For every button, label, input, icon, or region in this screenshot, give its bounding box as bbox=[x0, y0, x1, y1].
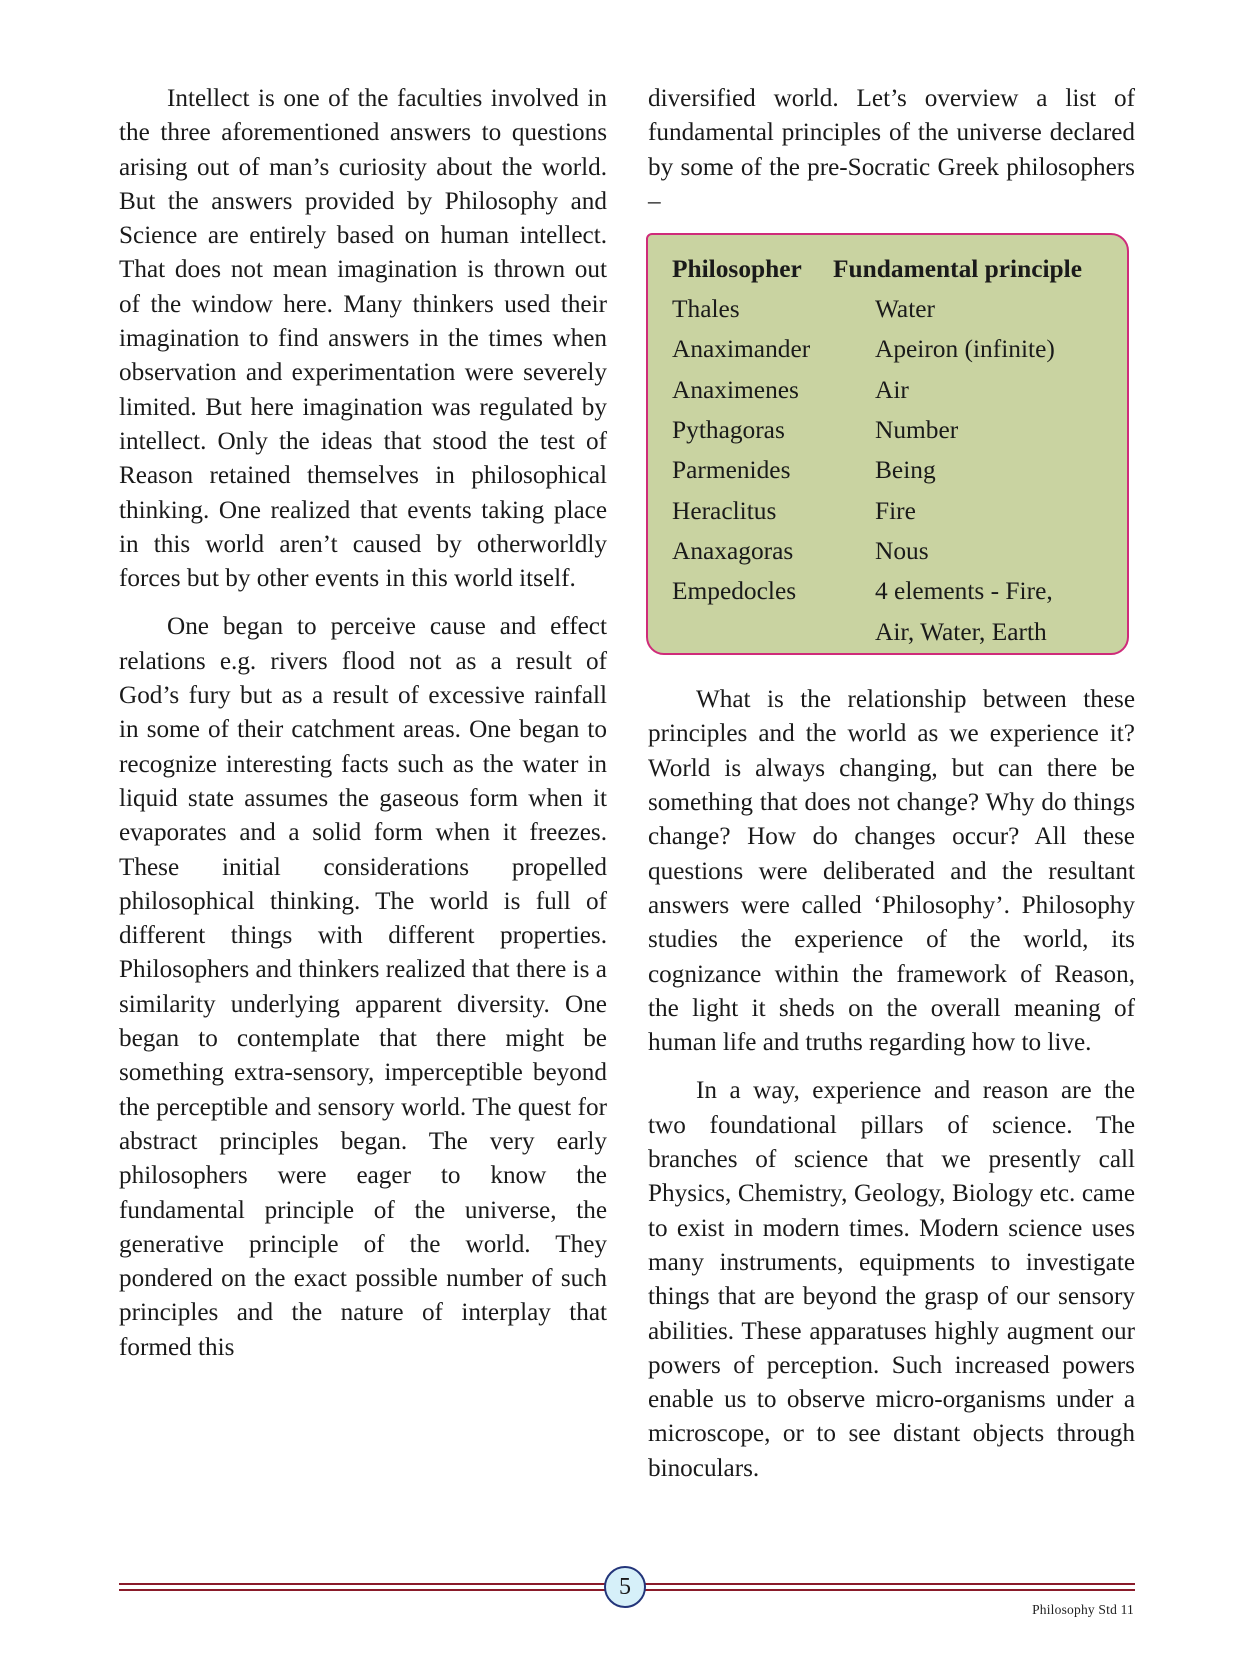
philosopher-cell: Heraclitus bbox=[672, 496, 777, 525]
principle-cell: Nous bbox=[875, 536, 929, 565]
table-row bbox=[672, 612, 1127, 652]
philosopher-cell: Anaximander bbox=[672, 335, 811, 364]
header-principle: Fundamental principle bbox=[833, 255, 1082, 284]
paragraph-intro: diversified world. Let’s overview a list of fundamental principles of the universe declared by some of the pre-Socratic Greek philosophers – bbox=[648, 85, 1135, 215]
paragraph-science: In a way, experience and reason are the two foundational pillars of science. The branches of science that we presently call Physics, Chemistry, Geology, Biology etc. came to exist in modern times. Modern science uses many instruments, equipments to investigate things that are beyond the grasp of our sensory abilities. These apparatuses highly augment our powers of perception. Such increased powers enable us to observe micro-organisms under a microscope, or to see distant objects through binoculars. bbox=[648, 1077, 1135, 1482]
philosopher-cell: Empedocles bbox=[672, 577, 797, 606]
principles-table bbox=[646, 233, 1129, 655]
philosopher-cell: Pythagoras bbox=[672, 416, 785, 445]
principle-cell: Air bbox=[875, 375, 909, 404]
table-row bbox=[672, 370, 1127, 410]
table-row bbox=[672, 491, 1127, 531]
philosopher-cell: Anaxagoras bbox=[672, 536, 794, 565]
principle-cell: Air, Water, Earth bbox=[875, 617, 1047, 646]
table-row bbox=[672, 531, 1127, 571]
philosopher-cell bbox=[672, 612, 875, 652]
header-philosopher: Philosopher bbox=[672, 255, 802, 284]
paragraph-cause-effect: One began to perceive cause and effect relations e.g. rivers flood not as a result of God’s fury but as a result of excessive rainfall in some of their catchment areas. One began to recognize interesting facts such as the water in liquid state assumes the gaseous form when it evaporates and a solid form when it freezes. These initial considerations propelled philosophical thinking. The world is full of different things with different properties. Philosophers and thinkers realized that there is a similarity underlying apparent diversity. One began to contemplate that there might be something extra-sensory, imperceptible beyond the perceptible and sensory world. The quest for abstract principles began. The very early philosophers were eager to know the fundamental principle of the universe, the generative principle of the world. They pondered on the exact possible number of such principles and the nature of interplay that formed this bbox=[119, 613, 607, 1361]
principle-cell: Apeiron (infinite) bbox=[875, 335, 1055, 364]
principle-cell: Being bbox=[875, 456, 936, 485]
principle-cell: Fire bbox=[875, 496, 916, 525]
philosopher-cell: Parmenides bbox=[672, 456, 791, 485]
principle-cell: Water bbox=[875, 295, 935, 324]
paragraph-intellect: Intellect is one of the faculties involved in the three aforementioned answers to questions arising out of man’s curiosity about the world. But the answers provided by Philosophy and Science are entirely based on human intellect. That does not mean imagination is thrown out of the window here. Many thinkers used their imagination to find answers in the times when observation and experimentation were severely limited. But here imagination was regulated by intellect. Only the ideas that stood the test of Reason retained themselves in philosophical thinking. One realized that events taking place in this world aren’t caused by otherworldly forces but by other events in this world itself. bbox=[119, 85, 607, 593]
right-column bbox=[648, 82, 1135, 1500]
table-row bbox=[672, 410, 1127, 450]
table-row bbox=[672, 450, 1127, 490]
table-header-row bbox=[672, 249, 1127, 289]
principle-cell: Number bbox=[875, 416, 959, 445]
book-title: Philosophy Std 11 bbox=[1032, 1602, 1134, 1617]
page-number-badge: 5 bbox=[604, 1566, 646, 1608]
principle-cell: 4 elements - Fire, bbox=[875, 577, 1053, 606]
table-row bbox=[672, 329, 1127, 369]
table-row bbox=[672, 571, 1127, 611]
philosopher-cell: Anaximenes bbox=[672, 375, 799, 404]
philosopher-cell: Thales bbox=[672, 295, 740, 324]
table-row bbox=[672, 289, 1127, 329]
left-column bbox=[119, 82, 607, 1379]
paragraph-relationship: What is the relationship between these principles and the world as we experience it? World is always changing, but can there be something that does not change? Why do things change? How do changes occur? All these questions were deliberated and the resultant answers were called ‘Philosophy’. Philosophy studies the experience of the world, its cognizance within the framework of Reason, the light it sheds on the overall meaning of human life and truths regarding how to live. bbox=[648, 686, 1135, 1057]
